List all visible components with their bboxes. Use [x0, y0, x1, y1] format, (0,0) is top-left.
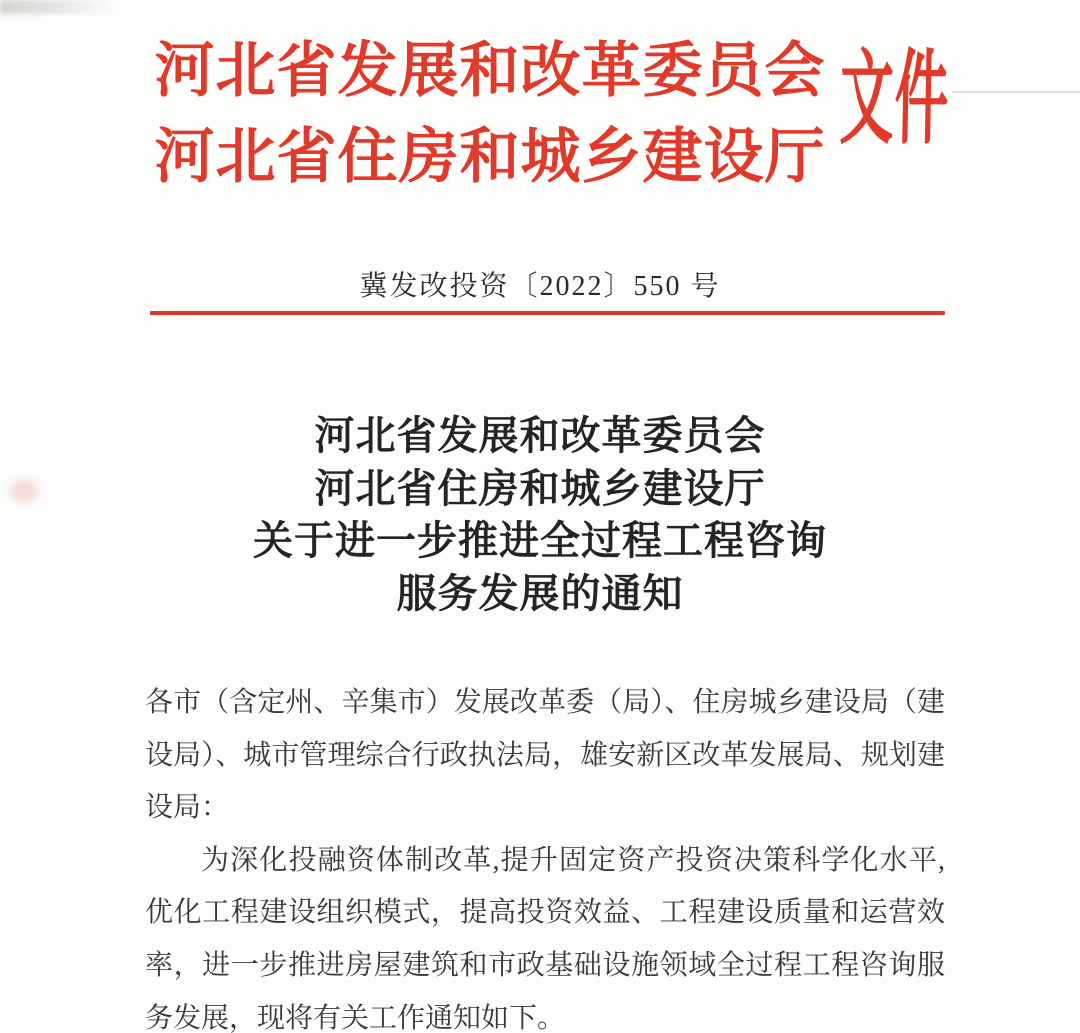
document-title — [0, 410, 1080, 620]
document-number: 冀发改投资〔2022〕550 号 — [359, 271, 721, 302]
title-line-4: 服务发展的通知 — [396, 570, 684, 616]
recipient-line: 设局）、城市管理综合行政执法局，雄安新区改革发展局、规划建 — [145, 739, 945, 771]
title-line-1: 河北省发展和改革委员会 — [314, 413, 766, 458]
intro-line: 率，进一步推进房屋建筑和市政基础设施领域全过程工程咨询服 — [145, 949, 945, 981]
recipient-line: 各市（含定州、辛集市）发展改革委（局）、住房城乡建设局（建 — [145, 687, 945, 718]
agency-name-line1: 河北省发展和改革委员会 — [154, 38, 826, 104]
recipient-line: 设局： — [145, 792, 230, 824]
intro-line: 务发展，现将有关工作通知如下。 — [145, 1002, 566, 1033]
letterhead-doc-type-label: 文件 — [838, 43, 951, 157]
scan-artifact-foldline — [952, 91, 1080, 93]
intro-line: 为深化投融资体制改革,提升固定资产投资决策科学化水平, — [201, 844, 945, 876]
scan-artifact-corner — [0, 0, 120, 14]
title-line-3: 关于进一步推进全过程工程咨询 — [253, 518, 827, 563]
title-line-2: 河北省住房和城乡建设厅 — [314, 465, 766, 511]
intro-line: 优化工程建设组织模式，提高投资效益、工程建设质量和运营效 — [145, 897, 945, 929]
red-divider-line — [150, 311, 945, 315]
document-body — [145, 677, 945, 1033]
letterhead-agency-names — [105, 28, 875, 200]
agency-name-line2: 河北省住房和城乡建设厅 — [154, 124, 826, 190]
